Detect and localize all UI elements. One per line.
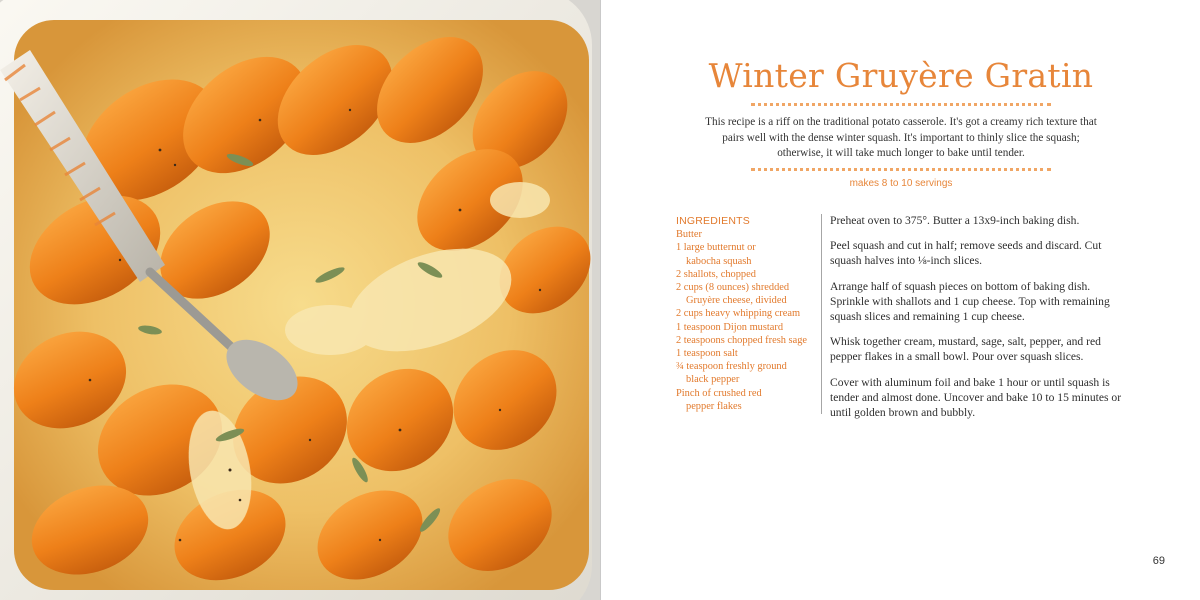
column-divider	[821, 214, 822, 414]
ingredient-item: 2 cups (8 ounces) shredded Gruyère cheese, divided	[676, 282, 790, 307]
ingredient-item: 1 teaspoon Dijon mustard	[676, 321, 784, 333]
ingredient-item: 2 teaspoons chopped fresh sage	[676, 334, 807, 346]
ingredients-heading: INGREDIENTS	[676, 215, 750, 227]
direction-step: Peel squash and cut in half; remove seeds and discard. Cut squash halves into ⅛-inch slices.	[830, 239, 1102, 268]
title-divider-top	[751, 103, 1051, 106]
recipe-title: Winter Gruyère Gratin	[708, 56, 1094, 95]
recipe-page	[600, 0, 1200, 600]
ingredient-item: ¾ teaspoon freshly ground black pepper	[676, 361, 787, 386]
page-number: 69	[1152, 555, 1165, 567]
ingredient-item: 2 cups heavy whipping cream	[676, 308, 801, 320]
ingredients-column	[676, 215, 821, 413]
ingredient-item: Butter	[676, 229, 702, 241]
ingredients-list	[676, 228, 821, 413]
ingredient-item: 1 large butternut or kabocha squash	[676, 242, 756, 267]
ingredient-item: Pinch of crushed red pepper flakes	[676, 387, 762, 412]
directions-column	[830, 213, 1130, 430]
title-divider-bottom	[751, 168, 1051, 171]
direction-step: Cover with aluminum foil and bake 1 hour or until squash is tender and almost done. Uncover and bake 10 to 15 minutes or until golden brown and bubbly.	[830, 375, 1122, 420]
ingredient-item: 2 shallots, chopped	[676, 268, 756, 280]
direction-step: Whisk together cream, mustard, sage, salt, pepper, and red pepper flakes in a small bowl. Pour over squash slices.	[830, 335, 1101, 364]
servings: makes 8 to 10 servings	[849, 178, 953, 189]
direction-step: Preheat oven to 375°. Butter a 13x9-inch baking dish.	[830, 214, 1080, 227]
ingredient-item: 1 teaspoon salt	[676, 348, 738, 360]
direction-step: Arrange half of squash pieces on bottom of baking dish. Sprinkle with shallots and 1 cup cheese. Top with remaining squash slices and remaining 1 cup cheese.	[830, 279, 1110, 324]
recipe-intro: This recipe is a riff on the traditional potato casserole. It's got a creamy rich texture that pairs well with the dense winter squash. It's important to thinly slice the squash; otherwise, it will take much longer to bake until tender.	[705, 116, 1097, 159]
